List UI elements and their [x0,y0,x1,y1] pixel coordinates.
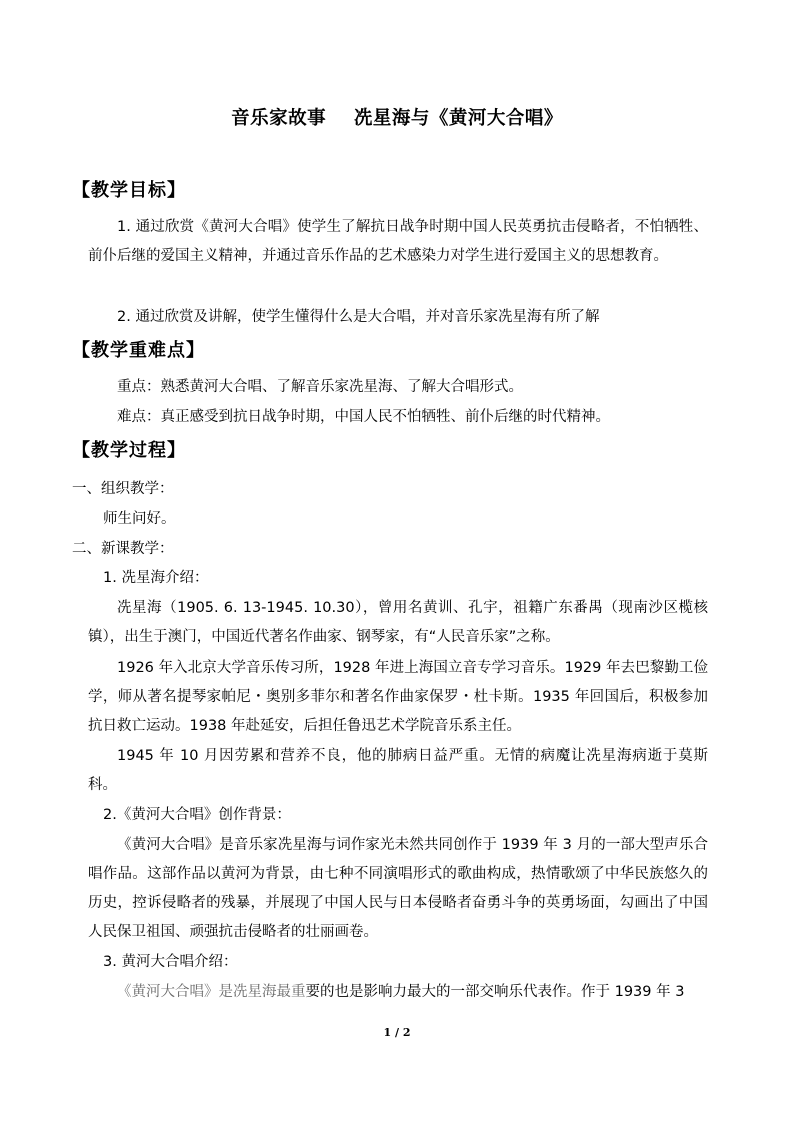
key-point-focus: 重点：熟悉黄河大合唱、了解音乐家冼星海、了解大合唱形式。 [117,379,523,395]
document-title: 音乐家故事 冼星海与《黄河大合唱》 [231,108,563,129]
xian-bio-para-3: 1945 年 10 月因劳累和营养不良，他的肺病日益严重。无情的病魔让冼星海病逝于莫斯科。 [88,748,708,793]
key-point-difficulty: 难点：真正感受到抗日战争时期，中国人民不怕牺牲、前仆后继的时代精神。 [117,409,610,425]
step1-text: 师生问好。 [103,511,176,527]
xian-bio-para-2: 1926 年入北京大学音乐传习所，1928 年进上海国立音专学习音乐。1929 年去巴黎勤工俭学，师从著名提琴家帕尼・奥别多菲尔和著名作曲家保罗・杜卡斯。1935 年回国后，积极参加抗日救亡运动。1938 年赴延安，后担任鲁迅艺术学院音乐系主任。 [88,660,708,734]
section-heading-key-points: 【教学重难点】 [72,340,205,361]
page-number: 1 / 2 [383,1026,411,1039]
step1-heading: 一、组织教学： [72,481,174,497]
objective-2: 2. 通过欣赏及讲解，使学生懂得什么是大合唱，并对音乐家冼星海有所了解 [117,309,600,325]
background-para: 《黄河大合唱》是音乐家冼星海与词作家光未然共同创作于 1939 年 3 月的一部大型声乐合唱作品。这部作品以黄河为背景，由七种不同演唱形式的歌曲构成，热情歌颂了中华民族悠久的历史，控诉侵略者的残暴，并展现了中国人民与日本侵略者奋勇斗争的英勇场面，勾画出了中国人民保卫祖国、顽强抗击侵略者的壮丽画卷。 [88,837,708,940]
intro-para [117,978,684,1007]
section-heading-objectives: 【教学目标】 [72,180,186,201]
xian-bio-para-1: 冼星海（1905. 6. 13-1945. 10.30），曾用名黄训、孔宇，祖籍广东番禺（现南沙区榄核镇），出生于澳门，中国近代著名作曲家、钢琴家，有“人民音乐家”之称。 [88,600,708,645]
step2-heading: 二、新课教学： [72,541,174,557]
intro-para-text: 要的也是影响力最大的一部交响乐代表作。作于 1939 年 3 [305,984,685,1000]
section-heading-process: 【教学过程】 [72,440,186,461]
objective-1: 1. 通过欣赏《黄河大合唱》使学生了解抗日战争时期中国人民英勇抗击侵略者，不怕牺牲、前仆后继的爱国主义精神，并通过音乐作品的艺术感染力对学生进行爱国主义的思想教育。 [88,219,708,264]
sub2-heading: 2.《黄河大合唱》创作背景： [103,807,291,823]
sub1-heading: 1. 冼星海介绍： [103,570,209,586]
sub3-heading: 3. 黄河大合唱介绍： [103,954,238,970]
intro-para-gray-text: 《黄河大合唱》是冼星海最重 [117,984,306,1000]
